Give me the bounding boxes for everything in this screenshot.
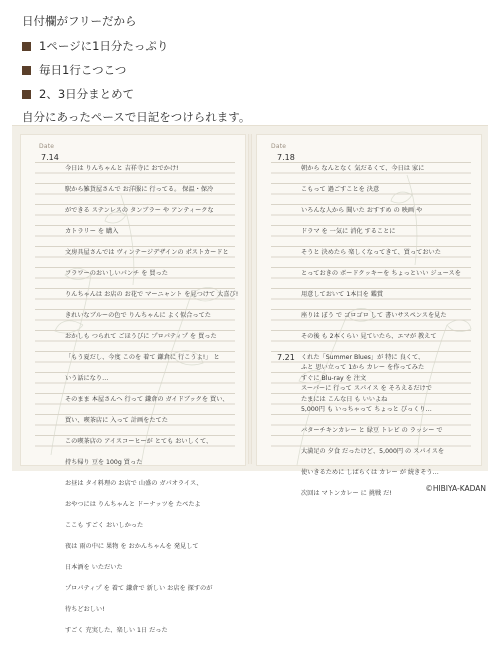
left-page — [20, 134, 246, 634]
bullet-label: 毎日1行こつこつ — [39, 63, 127, 77]
entry-line: 夜は 雨の中に 果物 を おかんちゃんを 発見して — [65, 542, 199, 550]
entry-line: いう話になり… — [65, 374, 109, 382]
entry-line: 駅から雑貨屋さんで お洋服に 行ってる。 保温・保冷 — [65, 185, 214, 193]
entry-line: 朝から なんとなく 気だるくて、今日は 家に — [301, 164, 425, 172]
entry-line: きれいなブルーの色で りんちゃんに よく似合ってた — [65, 311, 211, 319]
entry-date: 7.18 — [277, 153, 295, 162]
entry-line: おやつには りんちゃんと ドーナッツを たべたよ — [65, 500, 201, 508]
square-bullet-icon — [22, 90, 31, 99]
entry-line: 待ちどおしい! — [65, 605, 105, 613]
entry-line: 今日は りんちゃんと 吉祥寺に おでかけ! — [65, 164, 179, 172]
entry-line: おかしも つられて ごほうびに プロパティプ を 買った — [65, 332, 217, 340]
square-bullet-icon — [22, 42, 31, 51]
entry-line: ふと 思い立って 1から カレー を作ってみた — [301, 364, 425, 371]
entry-line: 座りは ぼう で ゴロゴロ して 書いサスペンスを見た — [301, 311, 447, 319]
entry-line: くれた「Summer Blues」が 特に 良くて、 — [301, 353, 425, 361]
intro-title: 日付欄がフリーだから — [22, 14, 137, 28]
intro-section — [22, 12, 482, 126]
entry-line: そのまま 本屋さんへ 行って 鎌倉の ガイドブックを 買い、 — [65, 395, 229, 403]
square-bullet-icon — [22, 66, 31, 75]
bullet-label: 1ページに1日分たっぷり — [39, 39, 169, 53]
entry-line: そうと 決めたら 楽しくなってきて、買っておいた — [301, 248, 441, 256]
entry-line: バターチキンカレー と 緑豆 トレビ の ラッシー で — [301, 427, 443, 434]
copyright-notice: ©HIBIYA-KADAN — [425, 484, 486, 493]
entry-line: 大満足の 夕食 だったけど、5,000円 の スパイスを — [301, 448, 445, 455]
entry-line: ドラマ を 一気に 消化 することに — [301, 227, 396, 235]
entry-line: この喫茶店の アイスコーヒーが とても おいしくて、 — [65, 437, 213, 445]
entry-line: 5,000円 も いっちゃって ちょっと びっくり… — [301, 406, 432, 413]
entry-line: 用意しておいて 1本目を 鑑賞 — [301, 290, 384, 298]
entry-line: ができる ステンレスの タンブラー や アンティークな — [65, 206, 214, 214]
entry-line: すごく 充実した、楽しい 1日 だった — [65, 626, 168, 634]
bullet-item — [22, 60, 482, 80]
date-label: Date — [271, 143, 287, 150]
entry-line: 文房具屋さんでは ヴィンテージデザインの ポストカードと — [65, 248, 229, 256]
bullet-item — [22, 36, 482, 56]
entry-line: ここも すごく おいしかった — [65, 521, 144, 529]
entry-line: 日本酒を いただいた — [65, 563, 123, 571]
entry-line: スーパーに 行って スパイス を そろえるだけで — [301, 385, 432, 392]
entry-line: お昼は タイ料理の お店で 山盛の ガパオライス、 — [65, 479, 203, 487]
bullet-item — [22, 84, 482, 104]
entry-line: りんちゃんは お店の お花で マーニャント を見つけて 大喜び! — [65, 290, 239, 298]
entry-line: 次回は マトンカレー に 挑戦 だ! — [301, 490, 392, 497]
entry-line: いろんな人から 聞いた おすすめ の 映画 や — [301, 206, 423, 214]
entry-line: たまには こんな日 も いいよね — [301, 395, 388, 403]
book-gutter — [248, 134, 252, 464]
entry-line: プロパティプ を 着て 鎌倉で 新しい お店を 探すのが — [65, 584, 213, 592]
entry-body — [65, 153, 239, 647]
entry-line: すぐに Blu-ray を 注文 — [301, 374, 367, 382]
entry-line: こもって 過ごすことを 決意 — [301, 185, 380, 193]
date-label: Date — [39, 143, 55, 150]
ruled-lines — [35, 153, 239, 634]
intro-footer: 自分にあったペースで日記をつけられます。 — [22, 110, 251, 124]
entry-line: 買い、喫茶店に 入って 計画をたてた — [65, 416, 168, 424]
entry-line: カトラリー を 購入 — [65, 227, 119, 235]
entry-date: 7.14 — [41, 153, 59, 162]
entry-line: とっておきの ボードクッキーを ちょっといい ジュースを — [301, 269, 461, 277]
entry-line: 「もう夏だし、今度 このを 着て 鎌倉に 行こうよ!」 と — [65, 353, 220, 361]
entry-date: 7.21 — [277, 352, 295, 362]
bullet-label: 2、3日分まとめて — [39, 87, 135, 101]
entry-line: 使いきるために しばらくは カレー が 続きそう… — [301, 469, 439, 476]
entry-line: その後 も 2本くらい 見ていたら、エマが 教えて — [301, 332, 437, 340]
entry-line: フラワーのおいしいパンチ を 買った — [65, 269, 168, 277]
entry-line: 持ち帰り 豆を 100g 買った — [65, 458, 143, 466]
